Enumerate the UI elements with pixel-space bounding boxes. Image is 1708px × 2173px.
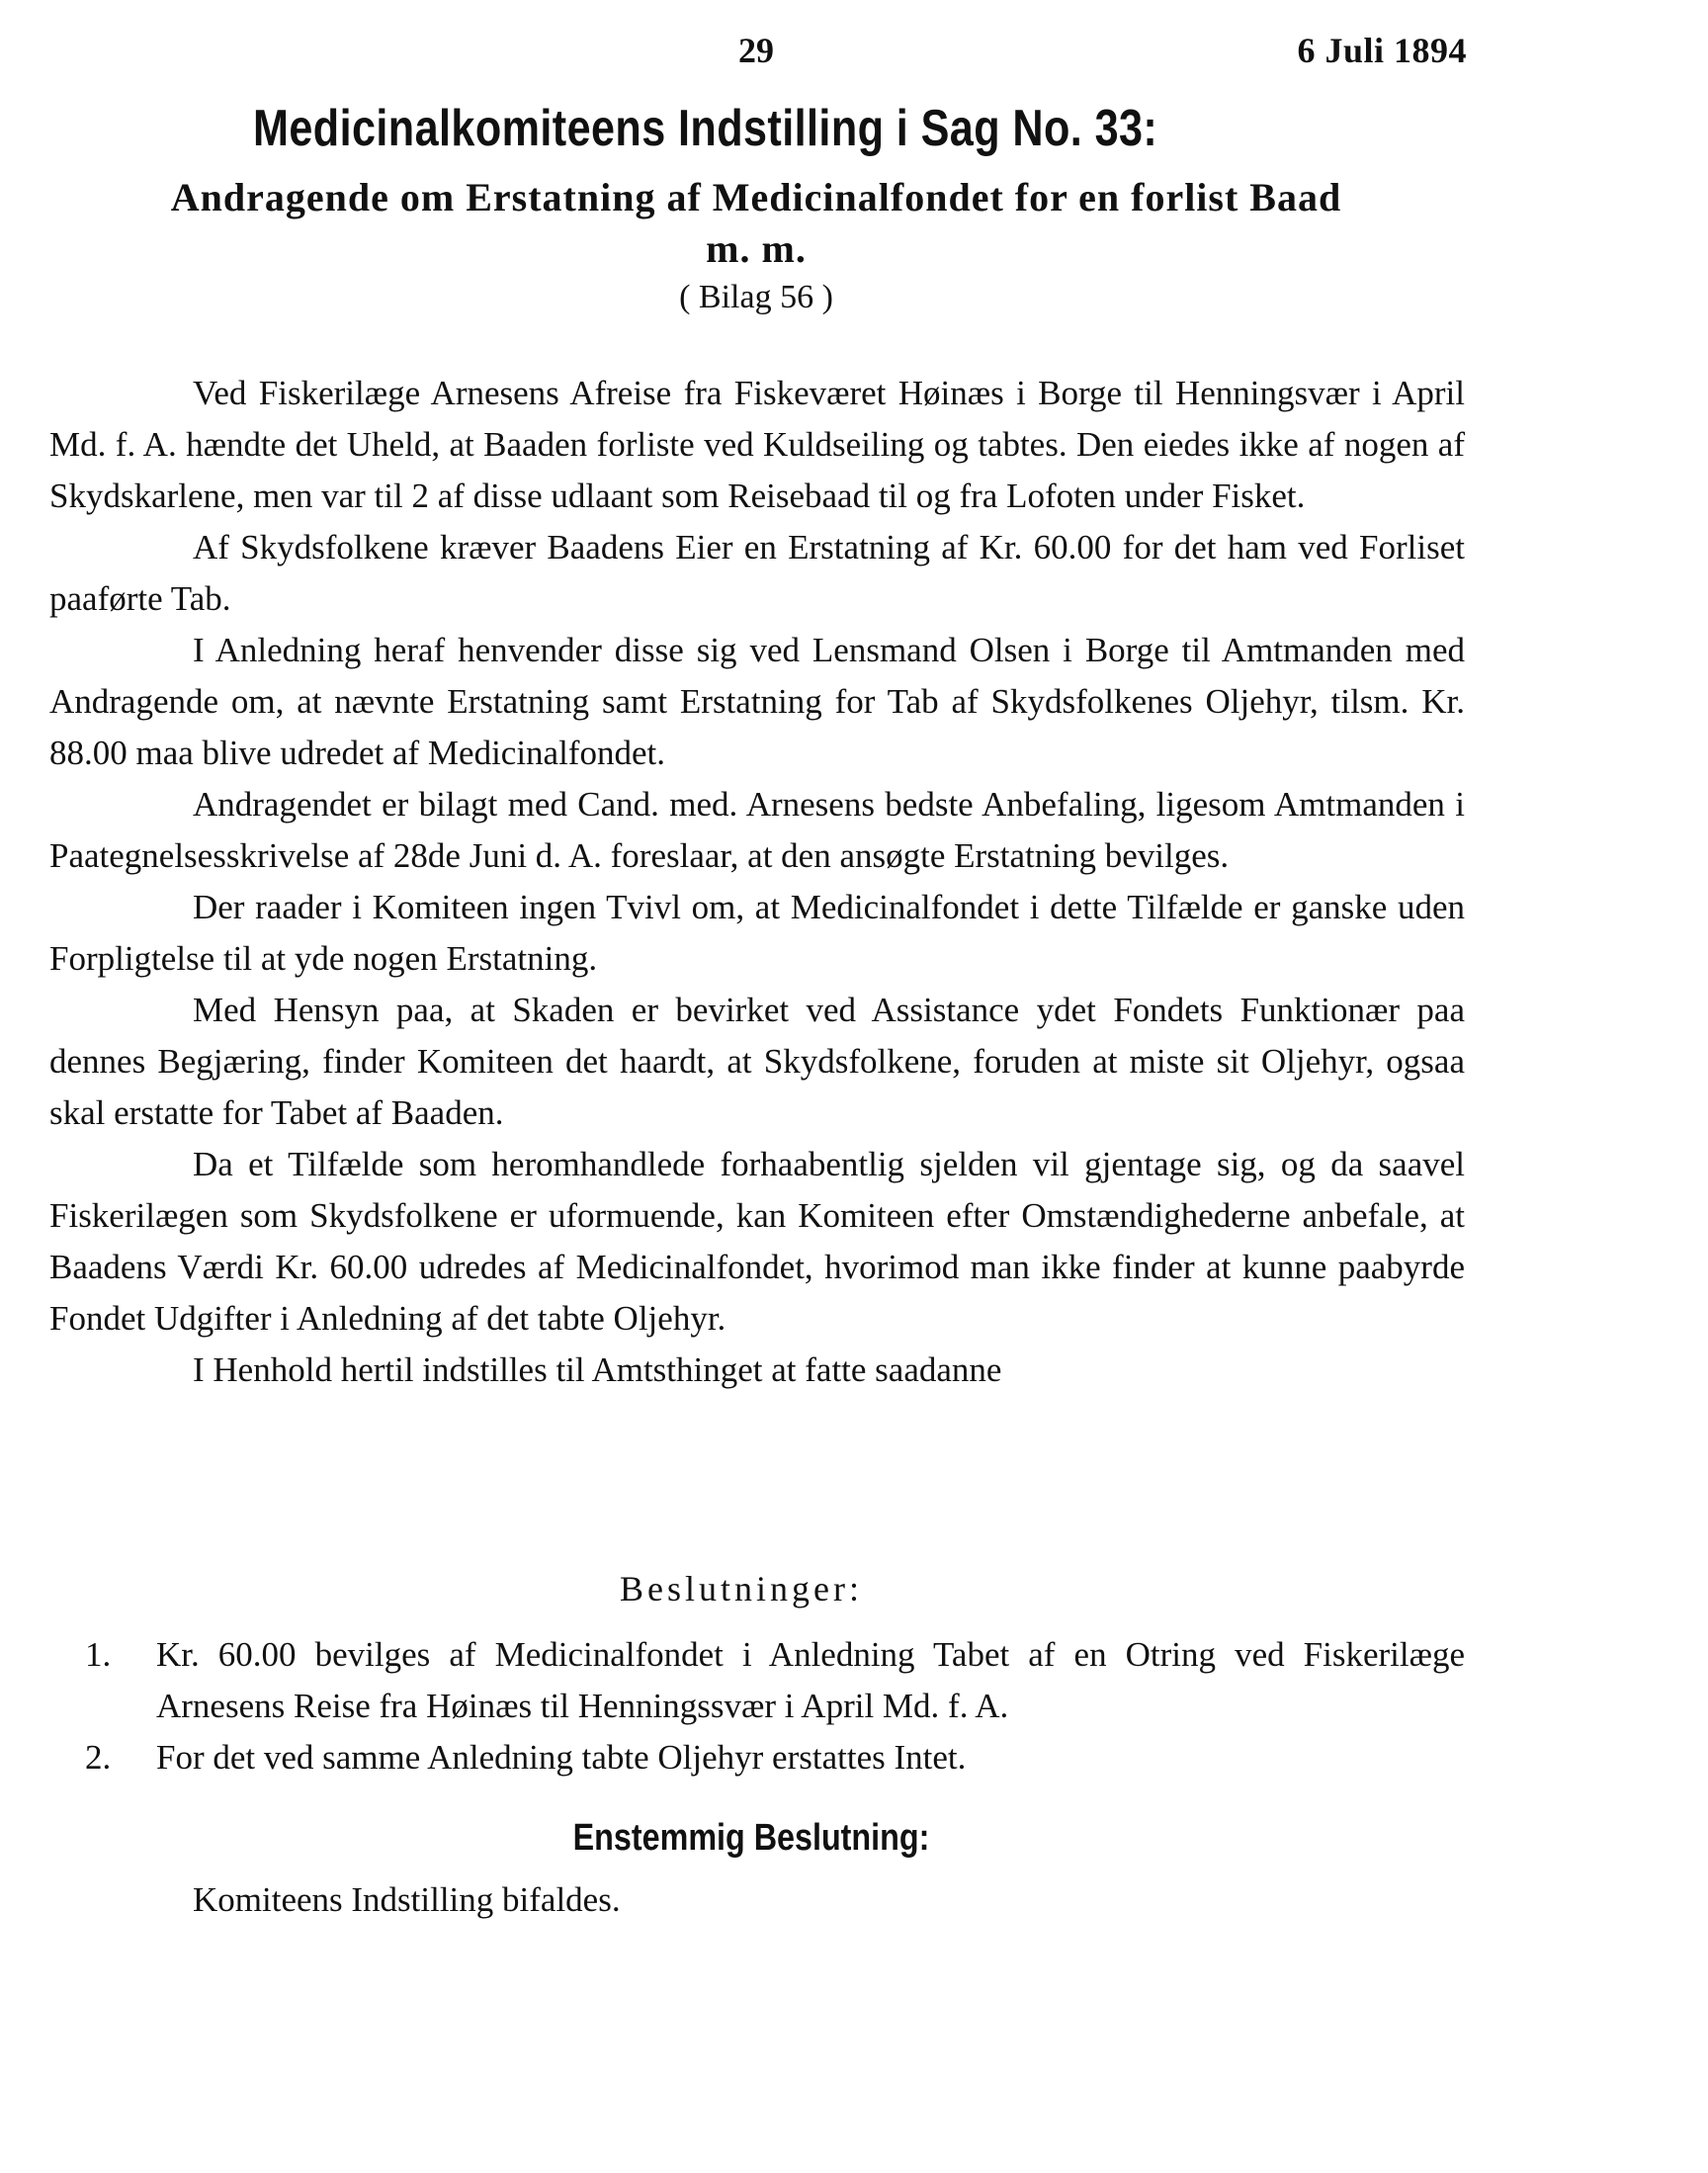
unanimous-decision-heading: Enstemmig Beslutning: [572, 1817, 930, 1859]
page-number: 29 [738, 31, 774, 70]
paragraph: Der raader i Komiteen ingen Tvivl om, at Medicinalfondet i dette Tilfælde er ganske uden Forpligtelse til at yde nogen Erstatning. [49, 888, 1465, 978]
document-title: Medicinalkomiteens Indstilling i Sag No. 33: [253, 100, 1158, 157]
document-body [49, 368, 1465, 1396]
paragraph: Ved Fiskerilæge Arnesens Afreise fra Fiskeværet Høinæs i Borge til Henningsvær i April Md. f. A. hændte det Uheld, at Baaden forliste ved Kuldseiling og tabtes. Den eiedes ikke af nogen af Skydskarlene, men var til 2 af disse udlaant som Reisebaad til og fra Lofoten under Fisket. [49, 374, 1465, 515]
decision-number: 1. [85, 1635, 112, 1674]
decision-item [49, 1732, 1465, 1783]
decision-text: For det ved samme Anledning tabte Oljehyr erstattes Intet. [156, 1738, 967, 1777]
document-subtitle: Andragende om Erstatning af Medicinalfondet for en forlist Baad m. m. [170, 175, 1342, 271]
paragraph: Andragendet er bilagt med Cand. med. Arnesens bedste Anbefaling, ligesom Amtmanden i Paategnelsesskrivelse af 28de Juni d. A. foreslaar, at den ansøgte Erstatning bevilges. [49, 785, 1465, 875]
decision-number: 2. [85, 1738, 112, 1777]
decision-text: Kr. 60.00 bevilges af Medicinalfondet i Anledning Tabet af en Otring ved Fiskerilæge Arnesens Reise fra Høinæs til Henningssvær i April Md. f. A. [156, 1635, 1465, 1725]
final-resolution: Komiteens Indstilling bifaldes. [193, 1880, 621, 1919]
paragraph: Da et Tilfælde som heromhandlede forhaabentlig sjelden vil gjentage sig, og da saavel Fiskerilægen som Skydsfolkene er uformuende, kan Komiteen efter Omstændighederne anbefale, at Baadens Værdi Kr. 60.00 udredes af Medicinalfondet, hvorimod man ikke finder at kunne paabyrde Fondet Udgifter i Anledning af det tabte Oljehyr. [49, 1145, 1465, 1338]
decisions-heading: Beslutninger: [620, 1569, 863, 1608]
page-date: 6 Juli 1894 [1297, 31, 1467, 70]
paragraph: Af Skydsfolkene kræver Baadens Eier en Erstatning af Kr. 60.00 for det ham ved Forliset paaførte Tab. [49, 528, 1465, 618]
decision-item [49, 1629, 1465, 1732]
paragraph: Med Hensyn paa, at Skaden er bevirket ved Assistance ydet Fondets Funktionær paa dennes Begjæring, finder Komiteen det haardt, at Skydsfolkene, foruden at miste sit Oljehyr, ogsaa skal erstatte for Tabet af Baaden. [49, 991, 1465, 1132]
paragraph: I Anledning heraf henvender disse sig ved Lensmand Olsen i Borge til Amtmanden med Andragende om, at nævnte Erstatning samt Erstatning for Tab af Skydsfolkenes Oljehyr, tilsm. Kr. 88.00 maa blive udredet af Medicinalfondet. [49, 631, 1465, 772]
appendix-reference: ( Bilag 56 ) [679, 279, 833, 315]
paragraph: I Henhold hertil indstilles til Amtsthinget at fatte saadanne [193, 1350, 1002, 1389]
decision-list [49, 1629, 1465, 1783]
